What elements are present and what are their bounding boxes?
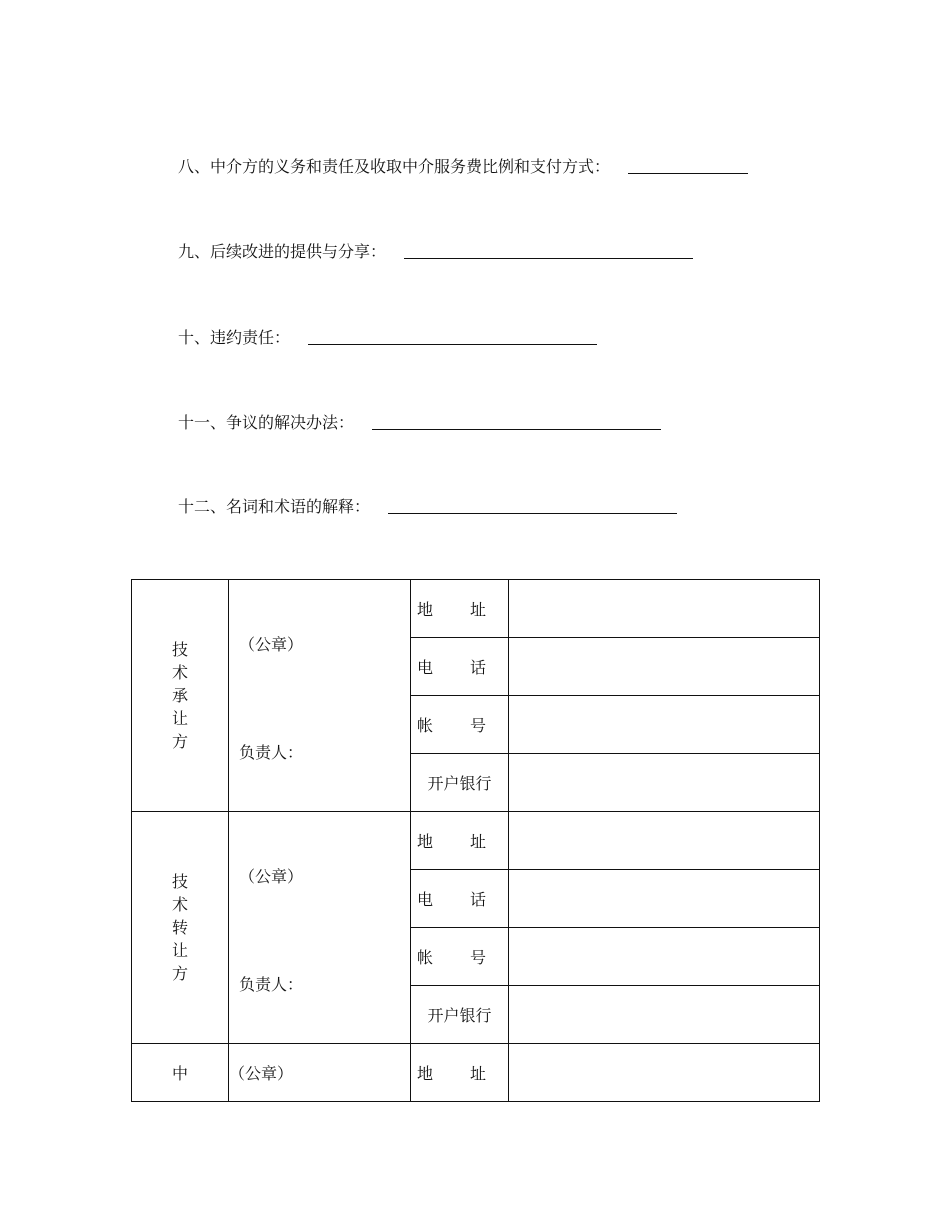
seal-label: （公章） (239, 635, 304, 654)
table-row (132, 1044, 820, 1102)
phone-label: 电 话 (411, 638, 509, 696)
party-transferee-seal-cell[interactable] (229, 580, 411, 812)
bank-label: 开户银行 (411, 754, 509, 812)
clause-11 (178, 413, 661, 433)
clause-8 (178, 157, 748, 177)
table-row (132, 580, 820, 638)
account-label: 帐 号 (411, 928, 509, 986)
clause-10-text: 十、违约责任： (178, 328, 291, 347)
bank-field[interactable] (509, 754, 820, 812)
clause-9-blank[interactable] (404, 257, 693, 259)
phone-field[interactable] (509, 870, 820, 928)
clause-12-blank[interactable] (388, 512, 677, 514)
address-label: 地 址 (411, 812, 509, 870)
party-transferee-label: 技 术 承 让 方 (132, 580, 229, 812)
signer-label: 负责人： (239, 743, 304, 762)
clause-8-text: 八、中介方的义务和责任及收取中介服务费比例和支付方式： (178, 157, 611, 176)
phone-field[interactable] (509, 638, 820, 696)
clause-9-text: 九、后续改进的提供与分享： (178, 242, 387, 261)
clause-11-blank[interactable] (372, 428, 661, 430)
clause-12 (178, 497, 677, 517)
party-transferor-seal-cell[interactable] (229, 812, 411, 1044)
party-transferor-label: 技 术 转 让 方 (132, 812, 229, 1044)
address-field[interactable] (509, 812, 820, 870)
address-label: 地 址 (411, 1044, 509, 1102)
signer-label: 负责人： (239, 975, 304, 994)
signature-table (131, 579, 820, 1102)
clause-9 (178, 242, 693, 262)
clause-10 (178, 328, 597, 348)
bank-label: 开户银行 (411, 986, 509, 1044)
seal-label: （公章） (229, 1064, 294, 1083)
address-field[interactable] (509, 1044, 820, 1102)
party-intermediary-seal-cell[interactable] (229, 1044, 411, 1102)
table-row (132, 812, 820, 870)
account-field[interactable] (509, 696, 820, 754)
party-intermediary-label: 中 (132, 1044, 229, 1102)
clause-12-text: 十二、名词和术语的解释： (178, 497, 371, 516)
address-field[interactable] (509, 580, 820, 638)
bank-field[interactable] (509, 986, 820, 1044)
clause-8-blank[interactable] (628, 172, 748, 174)
seal-label: （公章） (239, 867, 304, 886)
account-label: 帐 号 (411, 696, 509, 754)
clause-10-blank[interactable] (308, 343, 597, 345)
clause-11-text: 十一、争议的解决办法： (178, 413, 355, 432)
phone-label: 电 话 (411, 870, 509, 928)
account-field[interactable] (509, 928, 820, 986)
address-label: 地 址 (411, 580, 509, 638)
